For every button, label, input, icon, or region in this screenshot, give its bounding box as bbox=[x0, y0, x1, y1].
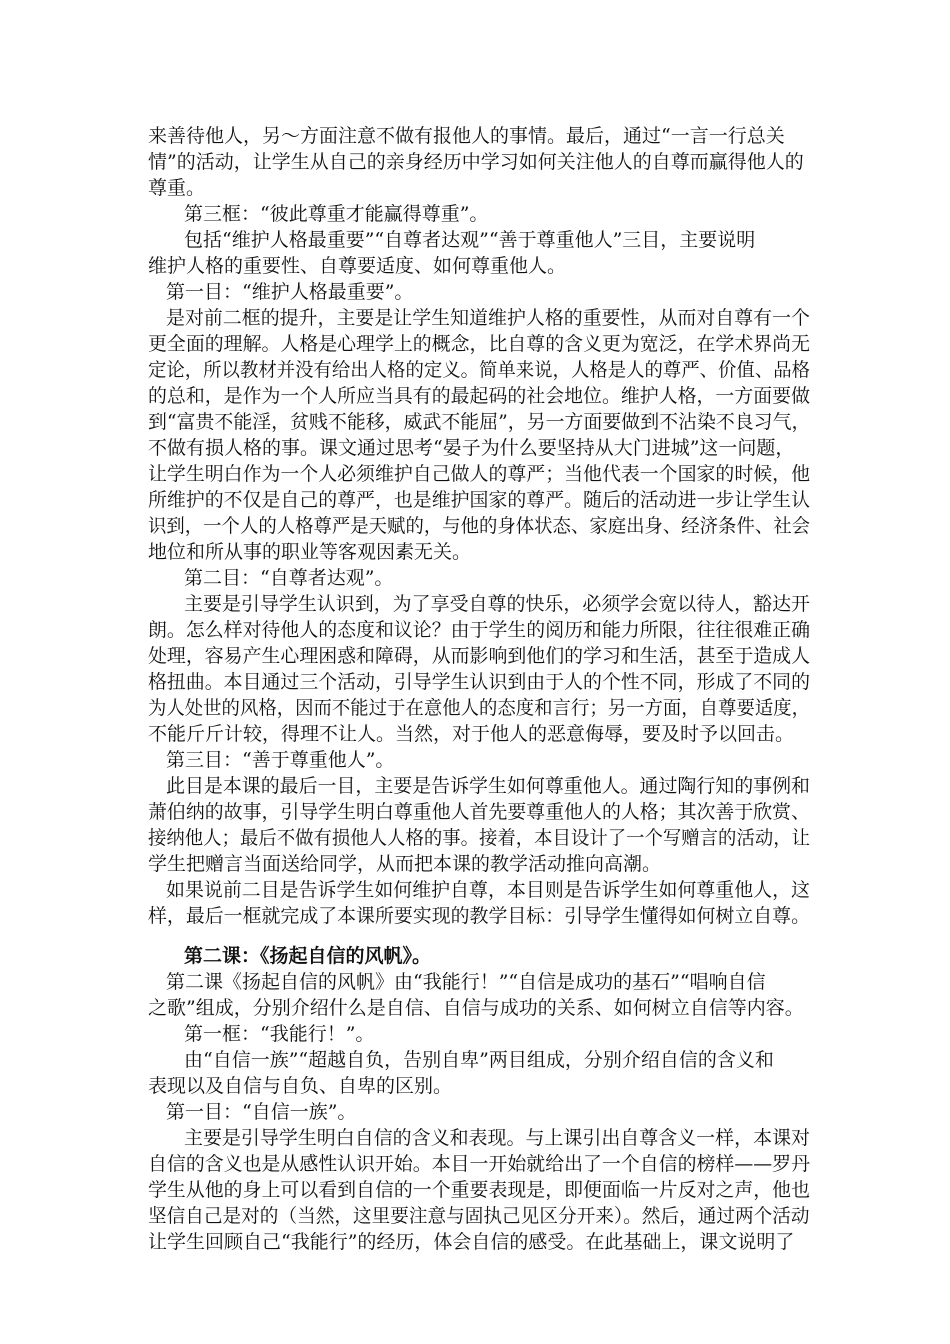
body-line: 到“富贵不能淫，贫贱不能移，威武不能屈”，另一方面要做到不沾染不良习气， bbox=[148, 411, 811, 433]
body-line: 萧伯纳的故事，引导学生明白尊重他人首先要尊重他人的人格；其次善于欣赏、 bbox=[148, 801, 811, 823]
body-line: 是对前二框的提升，主要是让学生知道维护人格的重要性，从而对自尊有一个 bbox=[166, 307, 811, 329]
body-line: 自信的含义也是从感性认识开始。本目一开始就给出了一个自信的榜样——罗丹 bbox=[148, 1153, 811, 1175]
body-line: 处理，容易产生心理困惑和障碍，从而影响到他们的学习和生活，甚至于造成人 bbox=[148, 645, 811, 667]
body-line: 的总和，是作为一个人所应当具有的最起码的社会地位。维护人格，一方面要做 bbox=[148, 385, 811, 407]
body-line: 尊重。 bbox=[148, 177, 206, 199]
body-line: 学生从他的身上可以看到自信的一个重要表现是，即便面临一片反对之声，他也 bbox=[148, 1179, 811, 1201]
body-line: 更全面的理解。人格是心理学上的概念，比自尊的含义更为宽泛，在学术界尚无 bbox=[148, 333, 811, 355]
subsection-heading: 第一目：“维护人格最重要”。 bbox=[166, 281, 414, 303]
body-line: 情”的活动，让学生从自己的亲身经历中学习如何关注他人的自尊而赢得他人的 bbox=[148, 151, 804, 173]
body-line: 第二课《扬起自信的风帆》由“我能行！”“自信是成功的基石”“唱响自信 bbox=[166, 971, 766, 993]
body-line: 格扭曲。本目通过三个活动，引导学生认识到由于人的个性不同，形成了不同的 bbox=[148, 671, 811, 693]
body-line: 让学生回顾自己“我能行”的经历，体会自信的感受。在此基础上，课文说明了 bbox=[148, 1231, 795, 1253]
subsection-heading: 第二目：“自尊者达观”。 bbox=[184, 567, 394, 589]
body-line: 主要是引导学生认识到，为了享受自尊的快乐，必须学会宽以待人，豁达开 bbox=[184, 593, 811, 615]
lesson-heading: 第二课：《扬起自信的风帆》。 bbox=[184, 945, 432, 967]
body-line: 地位和所从事的职业等客观因素无关。 bbox=[148, 541, 472, 563]
section-heading: 第三框：“彼此尊重才能赢得尊重”。 bbox=[184, 203, 489, 225]
body-line: 来善待他人，另～方面注意不做有报他人的事情。最后，通过“一言一行总关 bbox=[148, 125, 785, 147]
body-line: 包括“维护人格最重要”“自尊者达观”“善于尊重他人”三目，主要说明 bbox=[184, 229, 756, 251]
body-line: 识到，一个人的人格尊严是天赋的，与他的身体状态、家庭出身、经济条件、社会 bbox=[148, 515, 811, 537]
section-heading: 第一框：“我能行！”。 bbox=[184, 1023, 375, 1045]
body-line: 表现以及自信与自负、自卑的区别。 bbox=[148, 1075, 453, 1097]
body-line: 此目是本课的最后一目，主要是告诉学生如何尊重他人。通过陶行知的事例和 bbox=[166, 775, 811, 797]
body-line: 定论，所以教材并没有给出人格的定义。简单来说，人格是人的尊严、价值、品格 bbox=[148, 359, 811, 381]
subsection-heading: 第一目：“自信一族”。 bbox=[166, 1101, 357, 1123]
body-line: 不能斤斤计较，得理不让人。当然，对于他人的恶意侮辱，要及时予以回击。 bbox=[148, 723, 795, 745]
body-line: 学生把赠言当面送给同学，从而把本课的教学活动推向高潮。 bbox=[148, 853, 662, 875]
body-line: 维护人格的重要性、自尊要适度、如何尊重他人。 bbox=[148, 255, 567, 277]
body-line: 主要是引导学生明白自信的含义和表现。与上课引出自尊含义一样，本课对 bbox=[184, 1127, 811, 1149]
body-line: 让学生明白作为一个人必须维护自己做人的尊严；当他代表一个国家的时候，他 bbox=[148, 463, 811, 485]
body-line: 朗。怎么样对待他人的态度和议论？由于学生的阅历和能力所限，往往很难正确 bbox=[148, 619, 811, 641]
body-line: 不做有损人格的事。课文通过思考“晏子为什么要坚持从大门进城”这一问题， bbox=[148, 437, 795, 459]
body-line: 之歌”组成，分别介绍什么是自信、自信与成功的关系、如何树立自信等内容。 bbox=[148, 997, 804, 1019]
body-line: 坚信自己是对的（当然，这里要注意与固执己见区分开来）。然后，通过两个活动 bbox=[148, 1205, 810, 1227]
subsection-heading: 第三目：“善于尊重他人”。 bbox=[166, 749, 395, 771]
body-line: 所维护的不仅是自己的尊严，也是维护国家的尊严。随后的活动进一步让学生认 bbox=[148, 489, 811, 511]
body-line: 为人处世的风格，因而不能过于在意他人的态度和言行；另一方面，自尊要适度， bbox=[148, 697, 811, 719]
body-line: 如果说前二目是告诉学生如何维护自尊，本目则是告诉学生如何尊重他人，这 bbox=[166, 879, 811, 901]
body-line: 样，最后一框就完成了本课所要实现的教学目标：引导学生懂得如何树立自尊。 bbox=[148, 905, 811, 927]
body-line: 由“自信一族”“超越自负，告别自卑”两目组成，分别介绍自信的含义和 bbox=[184, 1049, 774, 1071]
body-line: 接纳他人；最后不做有损他人人格的事。接着，本目设计了一个写赠言的活动，让 bbox=[148, 827, 811, 849]
